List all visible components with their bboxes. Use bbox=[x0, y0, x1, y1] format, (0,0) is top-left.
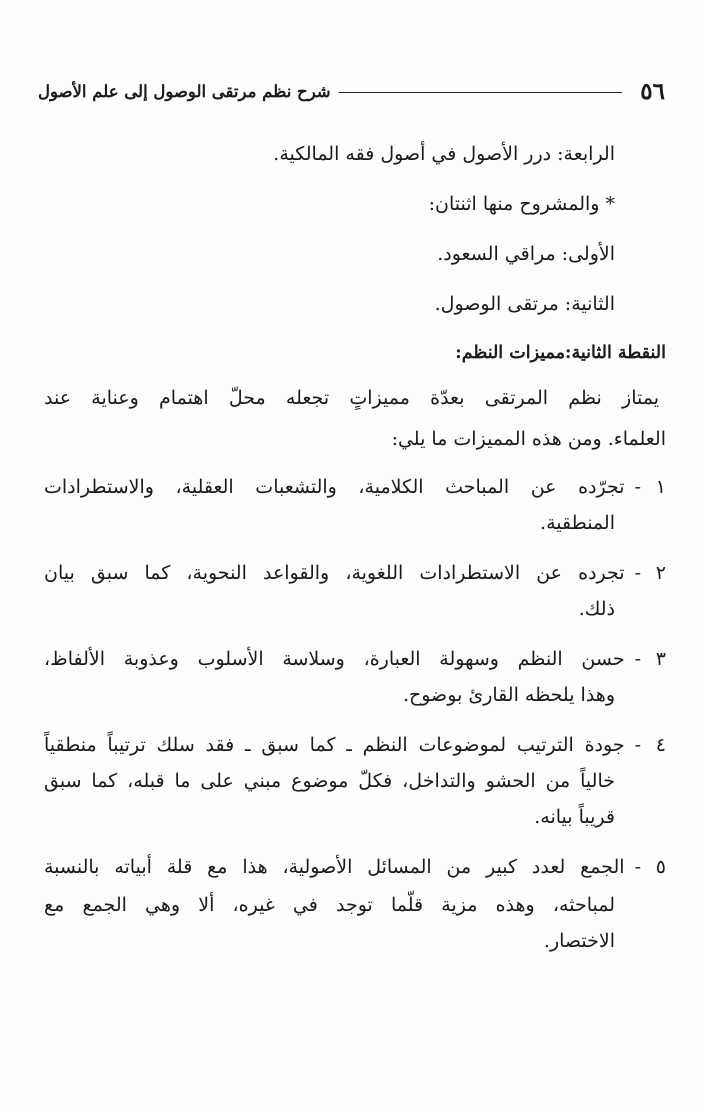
item-number: ٢ bbox=[655, 562, 666, 584]
running-title: شرح نظم مرتقى الوصول إلى علم الأصول bbox=[38, 81, 331, 101]
list-item-line: -حسن النظم وسهولة العبارة، وسلاسة الأسلوب وعذوبة الألفاظ، bbox=[44, 648, 641, 670]
list-item-line: الاختصار. bbox=[543, 930, 615, 952]
list-item-line: قريباً بيانه. bbox=[534, 806, 615, 828]
list-item-line: -تجرده عن الاستطرادات اللغوية، والقواعد النحوية، كما سبق بيان bbox=[44, 562, 641, 584]
intro-line: الرابعة: درر الأصول في أصول فقه المالكية. bbox=[273, 143, 615, 165]
item-number: ٣ bbox=[655, 648, 666, 670]
item-number: ٤ bbox=[655, 734, 666, 756]
page-number: ٥٦ bbox=[640, 77, 665, 105]
list-item-line: ذلك. bbox=[578, 598, 615, 620]
list-item-line: -جودة الترتيب لموضوعات النظم ـ كما سبق ـ فقد سلك ترتيباً منطقياً bbox=[44, 734, 641, 756]
list-item-line: -تجرّده عن المباحث الكلامية، والتشعبات العقلية، والاستطرادات bbox=[44, 476, 641, 498]
list-item-line: المنطقية. bbox=[540, 512, 615, 534]
intro-line: * والمشروح منها اثنتان: bbox=[428, 193, 615, 215]
running-header bbox=[38, 76, 665, 106]
intro-line: الثانية: مرتقى الوصول. bbox=[434, 293, 615, 315]
list-item-line: وهذا يلحظه القارئ بوضوح. bbox=[402, 684, 615, 706]
list-item-line: -الجمع لعدد كبير من المسائل الأصولية، هذا مع قلة أبياته بالنسبة bbox=[44, 856, 641, 878]
paragraph-line: يمتاز نظم المرتقى بعدّة مميزاتٍ تجعله محلّ اهتمام وعناية عند bbox=[44, 387, 659, 409]
paragraph-line: العلماء. ومن هذه المميزات ما يلي: bbox=[391, 428, 666, 450]
header-rule bbox=[339, 92, 623, 93]
list-item-line: لمباحثه، وهذه مزية قلّما توجد في غيره، ألا وهي الجمع مع bbox=[44, 894, 615, 916]
list-item-line: خالياً من الحشو والتداخل، فكلّ موضوع مبني على ما قبله، كما سبق bbox=[44, 770, 615, 792]
item-number: ١ bbox=[655, 476, 666, 498]
section-heading: النقطة الثانية:مميزات النظم: bbox=[455, 343, 666, 363]
item-number: ٥ bbox=[655, 856, 666, 878]
intro-line: الأولى: مراقي السعود. bbox=[437, 243, 615, 265]
